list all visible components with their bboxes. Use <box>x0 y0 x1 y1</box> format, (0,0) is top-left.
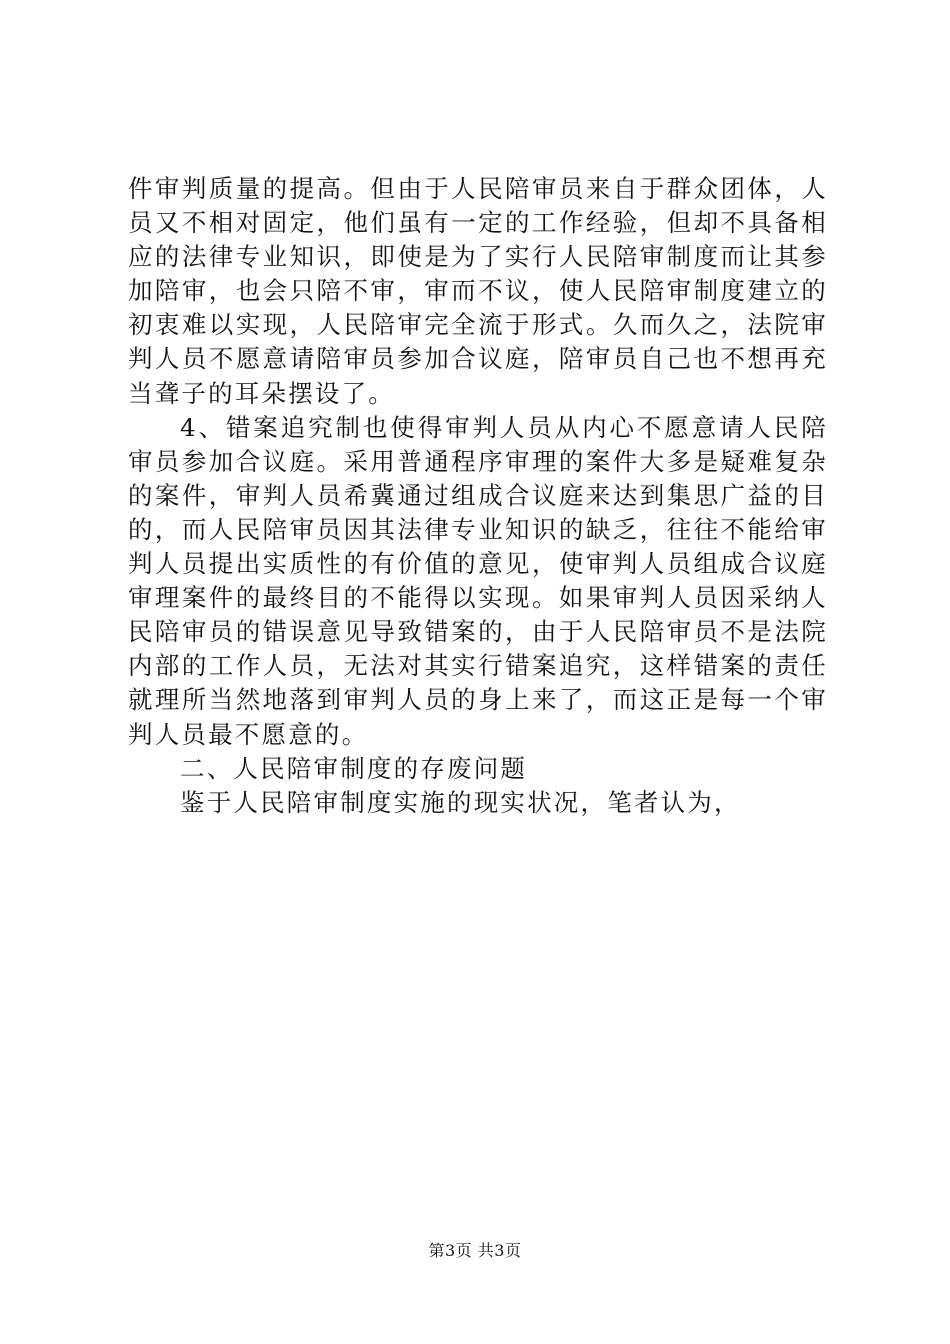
page-number-footer: 第3页 共3页 <box>428 1241 522 1260</box>
paragraph-continuation: 件审判质量的提高。但由于人民陪审员来自于群众团体，人员又不相对固定，他们虽有一定的工作经验，但却不具备相应的法律专业知识，即使是为了实行人民陪审制度而让其参加陪审，也会只陪不审，审而不议，使人民陪审制度建立的初衷难以实现，人民陪审完全流于形式。久而久之，法院审判人员不愿意请陪审员参加合议庭，陪审员自己也不想再充当聋子的耳朵摆设了。 <box>128 174 828 408</box>
paragraph-point-4: 4、错案追究制也使得审判人员从内心不愿意请人民陪审员参加合议庭。采用普通程序审理的案件大多是疑难复杂的案件，审判人员希冀通过组成合议庭来达到集思广益的目的，而人民陪审员因其法律专业知识的缺乏，往往不能给审判人员提出实质性的有价值的意见，使审判人员组成合议庭审理案件的最终目的不能得以实现。如果审判人员因采纳人民陪审员的错误意见导致错案的，由于人民陪审员不是法院内部的工作人员，无法对其实行错案追究，这样错案的责任就理所当然地落到审判人员的身上来了，而这正是每一个审判人员最不愿意的。 <box>128 412 828 749</box>
paragraph-conclusion-start: 鉴于人民陪审制度实施的现实状况，笔者认为， <box>180 787 741 817</box>
section-heading: 二、人民陪审制度的存废问题 <box>180 753 528 783</box>
document-body <box>128 172 828 820</box>
